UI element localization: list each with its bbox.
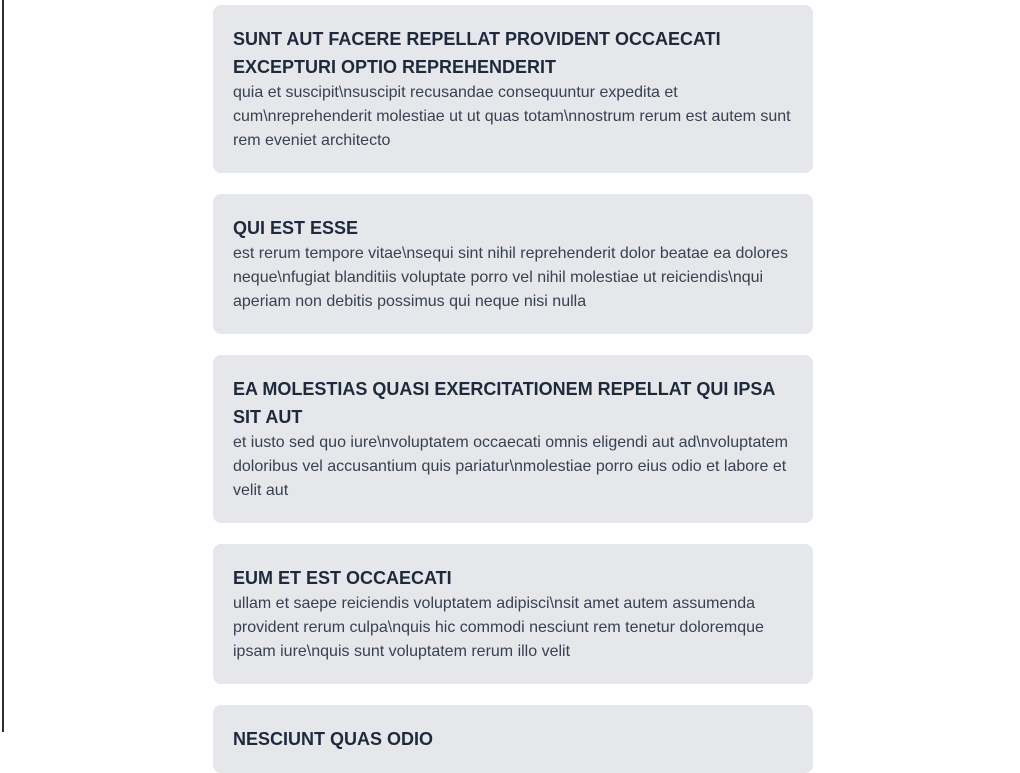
post-card: [213, 544, 813, 684]
window-left-border: [2, 0, 4, 732]
post-card: [213, 194, 813, 334]
post-title: EA MOLESTIAS QUASI EXERCITATIONEM REPELLAT QUI IPSA SIT AUT: [233, 379, 775, 427]
post-body: est rerum tempore vitae\nsequi sint nihil reprehenderit dolor beatae ea dolores neque\nfugiat blanditiis voluptate porro vel nihil molestiae ut reiciendis\nqui aperiam non debitis possimus qui neque nisi nulla: [233, 245, 788, 310]
posts-list: [213, 0, 813, 773]
post-card-clipped: [213, 705, 813, 773]
post-title: EUM ET EST OCCAECATI: [233, 568, 452, 588]
post-body: et iusto sed quo iure\nvoluptatem occaecati omnis eligendi aut ad\nvoluptatem doloribus vel accusantium quis pariatur\nmolestiae porro eius odio et labore et velit aut: [233, 434, 789, 499]
post-title: QUI EST ESSE: [233, 218, 359, 238]
post-body: quia et suscipit\nsuscipit recusandae consequuntur expedita et cum\nreprehenderit molestiae ut ut quas totam\nnostrum rerum est autem sunt rem eveniet architecto: [233, 84, 791, 149]
post-card: [213, 5, 813, 173]
post-card: [213, 355, 813, 523]
post-body: ullam et saepe reiciendis voluptatem adipisci\nsit amet autem assumenda provident rerum culpa\nquis hic commodi nesciunt rem tenetur doloremque ipsam iure\nquis sunt voluptatem rerum illo velit: [233, 595, 764, 660]
post-title: SUNT AUT FACERE REPELLAT PROVIDENT OCCAECATI EXCEPTURI OPTIO REPREHENDERIT: [233, 29, 721, 77]
post-title: NESCIUNT QUAS ODIO: [233, 729, 434, 749]
